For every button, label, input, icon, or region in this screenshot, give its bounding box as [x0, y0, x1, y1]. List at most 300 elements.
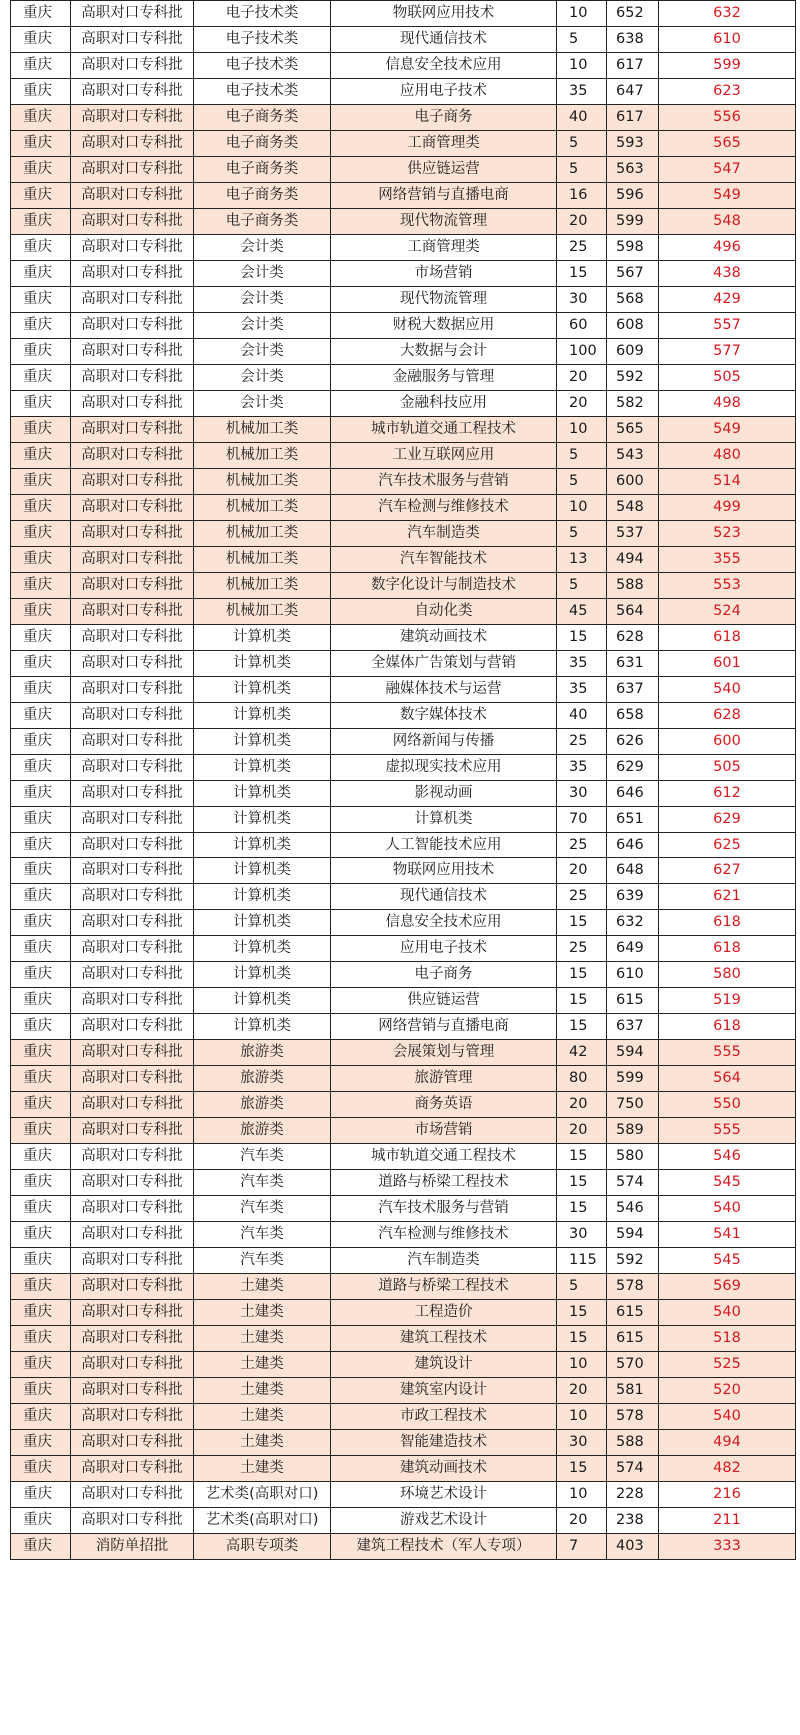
min-score-cell: 548 — [659, 208, 796, 234]
region-cell: 重庆 — [11, 1014, 71, 1040]
table-row — [11, 1534, 796, 1560]
max-score-cell: 582 — [607, 390, 659, 416]
min-score-cell: 494 — [659, 1430, 796, 1456]
quota-cell: 40 — [557, 104, 607, 130]
quota-cell: 10 — [557, 52, 607, 78]
batch-cell: 高职对口专科批 — [71, 260, 194, 286]
quota-cell: 30 — [557, 1222, 607, 1248]
region-cell: 重庆 — [11, 754, 71, 780]
table-row — [11, 1404, 796, 1430]
max-score-cell: 565 — [607, 416, 659, 442]
region-cell: 重庆 — [11, 1482, 71, 1508]
batch-cell: 高职对口专科批 — [71, 546, 194, 572]
region-cell: 重庆 — [11, 598, 71, 624]
quota-cell: 70 — [557, 806, 607, 832]
quota-cell: 35 — [557, 78, 607, 104]
min-score-cell: 629 — [659, 806, 796, 832]
quota-cell: 5 — [557, 156, 607, 182]
major-cell: 现代通信技术 — [331, 884, 557, 910]
category-cell: 土建类 — [194, 1404, 331, 1430]
batch-cell: 高职对口专科批 — [71, 1274, 194, 1300]
major-cell: 建筑工程技术 — [331, 1326, 557, 1352]
major-cell: 电子商务 — [331, 104, 557, 130]
region-cell: 重庆 — [11, 650, 71, 676]
major-cell: 网络新闻与传播 — [331, 728, 557, 754]
batch-cell: 高职对口专科批 — [71, 1, 194, 27]
region-cell: 重庆 — [11, 624, 71, 650]
table-row — [11, 234, 796, 260]
batch-cell: 高职对口专科批 — [71, 598, 194, 624]
max-score-cell: 652 — [607, 1, 659, 27]
batch-cell: 高职对口专科批 — [71, 494, 194, 520]
max-score-cell: 615 — [607, 988, 659, 1014]
batch-cell: 高职对口专科批 — [71, 806, 194, 832]
batch-cell: 高职对口专科批 — [71, 1118, 194, 1144]
min-score-cell: 557 — [659, 312, 796, 338]
batch-cell: 消防单招批 — [71, 1534, 194, 1560]
min-score-cell: 550 — [659, 1092, 796, 1118]
major-cell: 融媒体技术与运营 — [331, 676, 557, 702]
region-cell: 重庆 — [11, 1066, 71, 1092]
min-score-cell: 580 — [659, 962, 796, 988]
region-cell: 重庆 — [11, 182, 71, 208]
min-score-cell: 540 — [659, 1300, 796, 1326]
min-score-cell: 618 — [659, 936, 796, 962]
region-cell: 重庆 — [11, 1274, 71, 1300]
major-cell: 道路与桥梁工程技术 — [331, 1274, 557, 1300]
max-score-cell: 574 — [607, 1456, 659, 1482]
max-score-cell: 610 — [607, 962, 659, 988]
batch-cell: 高职对口专科批 — [71, 962, 194, 988]
table-row — [11, 52, 796, 78]
table-row — [11, 442, 796, 468]
min-score-cell: 518 — [659, 1326, 796, 1352]
table-row — [11, 494, 796, 520]
region-cell: 重庆 — [11, 286, 71, 312]
min-score-cell: 541 — [659, 1222, 796, 1248]
max-score-cell: 647 — [607, 78, 659, 104]
max-score-cell: 646 — [607, 780, 659, 806]
batch-cell: 高职对口专科批 — [71, 1066, 194, 1092]
max-score-cell: 600 — [607, 468, 659, 494]
table-row — [11, 1144, 796, 1170]
category-cell: 计算机类 — [194, 832, 331, 858]
major-cell: 现代通信技术 — [331, 26, 557, 52]
min-score-cell: 496 — [659, 234, 796, 260]
category-cell: 土建类 — [194, 1352, 331, 1378]
min-score-cell: 549 — [659, 416, 796, 442]
region-cell: 重庆 — [11, 858, 71, 884]
major-cell: 汽车检测与维修技术 — [331, 494, 557, 520]
region-cell: 重庆 — [11, 234, 71, 260]
major-cell: 会展策划与管理 — [331, 1040, 557, 1066]
table-row — [11, 520, 796, 546]
max-score-cell: 563 — [607, 156, 659, 182]
min-score-cell: 429 — [659, 286, 796, 312]
max-score-cell: 639 — [607, 884, 659, 910]
max-score-cell: 608 — [607, 312, 659, 338]
batch-cell: 高职对口专科批 — [71, 858, 194, 884]
batch-cell: 高职对口专科批 — [71, 104, 194, 130]
batch-cell: 高职对口专科批 — [71, 312, 194, 338]
batch-cell: 高职对口专科批 — [71, 416, 194, 442]
quota-cell: 20 — [557, 1118, 607, 1144]
min-score-cell: 577 — [659, 338, 796, 364]
max-score-cell: 609 — [607, 338, 659, 364]
max-score-cell: 593 — [607, 130, 659, 156]
category-cell: 机械加工类 — [194, 546, 331, 572]
batch-cell: 高职对口专科批 — [71, 910, 194, 936]
quota-cell: 10 — [557, 1352, 607, 1378]
category-cell: 土建类 — [194, 1274, 331, 1300]
region-cell: 重庆 — [11, 1326, 71, 1352]
table-row — [11, 1508, 796, 1534]
max-score-cell: 578 — [607, 1274, 659, 1300]
major-cell: 虚拟现实技术应用 — [331, 754, 557, 780]
category-cell: 电子商务类 — [194, 182, 331, 208]
major-cell: 信息安全技术应用 — [331, 910, 557, 936]
min-score-cell: 499 — [659, 494, 796, 520]
category-cell: 会计类 — [194, 234, 331, 260]
category-cell: 机械加工类 — [194, 598, 331, 624]
major-cell: 道路与桥梁工程技术 — [331, 1170, 557, 1196]
category-cell: 计算机类 — [194, 962, 331, 988]
max-score-cell: 594 — [607, 1040, 659, 1066]
major-cell: 汽车技术服务与营销 — [331, 1196, 557, 1222]
max-score-cell: 646 — [607, 832, 659, 858]
quota-cell: 10 — [557, 1, 607, 27]
batch-cell: 高职对口专科批 — [71, 1014, 194, 1040]
quota-cell: 25 — [557, 884, 607, 910]
category-cell: 计算机类 — [194, 1014, 331, 1040]
max-score-cell: 638 — [607, 26, 659, 52]
category-cell: 汽车类 — [194, 1144, 331, 1170]
category-cell: 土建类 — [194, 1300, 331, 1326]
quota-cell: 45 — [557, 598, 607, 624]
quota-cell: 20 — [557, 390, 607, 416]
category-cell: 土建类 — [194, 1326, 331, 1352]
category-cell: 会计类 — [194, 260, 331, 286]
region-cell: 重庆 — [11, 364, 71, 390]
quota-cell: 15 — [557, 1326, 607, 1352]
quota-cell: 20 — [557, 858, 607, 884]
table-row — [11, 962, 796, 988]
region-cell: 重庆 — [11, 1300, 71, 1326]
quota-cell: 30 — [557, 286, 607, 312]
quota-cell: 5 — [557, 572, 607, 598]
min-score-cell: 546 — [659, 1144, 796, 1170]
table-row — [11, 624, 796, 650]
region-cell: 重庆 — [11, 1144, 71, 1170]
table-row — [11, 884, 796, 910]
max-score-cell: 403 — [607, 1534, 659, 1560]
major-cell: 旅游管理 — [331, 1066, 557, 1092]
quota-cell: 20 — [557, 1508, 607, 1534]
major-cell: 现代物流管理 — [331, 286, 557, 312]
region-cell: 重庆 — [11, 962, 71, 988]
major-cell: 物联网应用技术 — [331, 1, 557, 27]
max-score-cell: 588 — [607, 572, 659, 598]
batch-cell: 高职对口专科批 — [71, 936, 194, 962]
min-score-cell: 540 — [659, 676, 796, 702]
quota-cell: 25 — [557, 936, 607, 962]
admission-score-table — [10, 0, 796, 1560]
region-cell: 重庆 — [11, 208, 71, 234]
min-score-cell: 601 — [659, 650, 796, 676]
table-row — [11, 130, 796, 156]
major-cell: 汽车制造类 — [331, 1248, 557, 1274]
table-row — [11, 156, 796, 182]
max-score-cell: 588 — [607, 1430, 659, 1456]
region-cell: 重庆 — [11, 1248, 71, 1274]
quota-cell: 40 — [557, 702, 607, 728]
table-row — [11, 390, 796, 416]
max-score-cell: 632 — [607, 910, 659, 936]
max-score-cell: 546 — [607, 1196, 659, 1222]
batch-cell: 高职对口专科批 — [71, 468, 194, 494]
max-score-cell: 617 — [607, 52, 659, 78]
major-cell: 建筑动画技术 — [331, 1456, 557, 1482]
category-cell: 汽车类 — [194, 1248, 331, 1274]
major-cell: 供应链运营 — [331, 988, 557, 1014]
batch-cell: 高职对口专科批 — [71, 208, 194, 234]
min-score-cell: 505 — [659, 364, 796, 390]
batch-cell: 高职对口专科批 — [71, 624, 194, 650]
region-cell: 重庆 — [11, 1118, 71, 1144]
major-cell: 工商管理类 — [331, 130, 557, 156]
batch-cell: 高职对口专科批 — [71, 1378, 194, 1404]
min-score-cell: 525 — [659, 1352, 796, 1378]
quota-cell: 15 — [557, 1456, 607, 1482]
region-cell: 重庆 — [11, 1170, 71, 1196]
quota-cell: 5 — [557, 1274, 607, 1300]
batch-cell: 高职对口专科批 — [71, 650, 194, 676]
major-cell: 汽车制造类 — [331, 520, 557, 546]
min-score-cell: 514 — [659, 468, 796, 494]
table-row — [11, 1326, 796, 1352]
major-cell: 汽车检测与维修技术 — [331, 1222, 557, 1248]
quota-cell: 35 — [557, 754, 607, 780]
category-cell: 汽车类 — [194, 1170, 331, 1196]
table-row — [11, 676, 796, 702]
table-row — [11, 832, 796, 858]
quota-cell: 15 — [557, 1014, 607, 1040]
region-cell: 重庆 — [11, 832, 71, 858]
quota-cell: 16 — [557, 182, 607, 208]
major-cell: 数字媒体技术 — [331, 702, 557, 728]
category-cell: 电子商务类 — [194, 130, 331, 156]
quota-cell: 42 — [557, 1040, 607, 1066]
major-cell: 网络营销与直播电商 — [331, 1014, 557, 1040]
category-cell: 土建类 — [194, 1456, 331, 1482]
quota-cell: 10 — [557, 1404, 607, 1430]
major-cell: 环境艺术设计 — [331, 1482, 557, 1508]
batch-cell: 高职对口专科批 — [71, 1040, 194, 1066]
category-cell: 会计类 — [194, 364, 331, 390]
quota-cell: 7 — [557, 1534, 607, 1560]
major-cell: 建筑室内设计 — [331, 1378, 557, 1404]
batch-cell: 高职对口专科批 — [71, 26, 194, 52]
table-row — [11, 78, 796, 104]
max-score-cell: 564 — [607, 598, 659, 624]
batch-cell: 高职对口专科批 — [71, 676, 194, 702]
table-row — [11, 364, 796, 390]
category-cell: 高职专项类 — [194, 1534, 331, 1560]
min-score-cell: 623 — [659, 78, 796, 104]
min-score-cell: 569 — [659, 1274, 796, 1300]
min-score-cell: 540 — [659, 1196, 796, 1222]
max-score-cell: 599 — [607, 208, 659, 234]
batch-cell: 高职对口专科批 — [71, 1092, 194, 1118]
min-score-cell: 555 — [659, 1040, 796, 1066]
region-cell: 重庆 — [11, 728, 71, 754]
table-row — [11, 1378, 796, 1404]
category-cell: 计算机类 — [194, 728, 331, 754]
major-cell: 商务英语 — [331, 1092, 557, 1118]
quota-cell: 25 — [557, 728, 607, 754]
table-row — [11, 546, 796, 572]
major-cell: 建筑设计 — [331, 1352, 557, 1378]
category-cell: 机械加工类 — [194, 520, 331, 546]
max-score-cell: 228 — [607, 1482, 659, 1508]
region-cell: 重庆 — [11, 546, 71, 572]
major-cell: 现代物流管理 — [331, 208, 557, 234]
quota-cell: 15 — [557, 1196, 607, 1222]
category-cell: 会计类 — [194, 338, 331, 364]
major-cell: 城市轨道交通工程技术 — [331, 416, 557, 442]
quota-cell: 15 — [557, 962, 607, 988]
quota-cell: 15 — [557, 910, 607, 936]
table-row — [11, 1456, 796, 1482]
region-cell: 重庆 — [11, 1456, 71, 1482]
category-cell: 旅游类 — [194, 1118, 331, 1144]
major-cell: 市场营销 — [331, 260, 557, 286]
major-cell: 财税大数据应用 — [331, 312, 557, 338]
category-cell: 土建类 — [194, 1430, 331, 1456]
min-score-cell: 519 — [659, 988, 796, 1014]
table-row — [11, 1196, 796, 1222]
min-score-cell: 627 — [659, 858, 796, 884]
max-score-cell: 580 — [607, 1144, 659, 1170]
major-cell: 数字化设计与制造技术 — [331, 572, 557, 598]
quota-cell: 30 — [557, 780, 607, 806]
batch-cell: 高职对口专科批 — [71, 234, 194, 260]
quota-cell: 5 — [557, 130, 607, 156]
batch-cell: 高职对口专科批 — [71, 754, 194, 780]
category-cell: 计算机类 — [194, 884, 331, 910]
min-score-cell: 355 — [659, 546, 796, 572]
table-row — [11, 416, 796, 442]
max-score-cell: 648 — [607, 858, 659, 884]
region-cell: 重庆 — [11, 130, 71, 156]
category-cell: 旅游类 — [194, 1066, 331, 1092]
min-score-cell: 333 — [659, 1534, 796, 1560]
region-cell: 重庆 — [11, 1, 71, 27]
major-cell: 工程造价 — [331, 1300, 557, 1326]
batch-cell: 高职对口专科批 — [71, 702, 194, 728]
category-cell: 机械加工类 — [194, 416, 331, 442]
table-row — [11, 572, 796, 598]
min-score-cell: 612 — [659, 780, 796, 806]
min-score-cell: 553 — [659, 572, 796, 598]
max-score-cell: 592 — [607, 364, 659, 390]
min-score-cell: 438 — [659, 260, 796, 286]
batch-cell: 高职对口专科批 — [71, 520, 194, 546]
max-score-cell: 578 — [607, 1404, 659, 1430]
region-cell: 重庆 — [11, 390, 71, 416]
region-cell: 重庆 — [11, 52, 71, 78]
batch-cell: 高职对口专科批 — [71, 182, 194, 208]
min-score-cell: 628 — [659, 702, 796, 728]
major-cell: 市政工程技术 — [331, 1404, 557, 1430]
batch-cell: 高职对口专科批 — [71, 52, 194, 78]
batch-cell: 高职对口专科批 — [71, 78, 194, 104]
max-score-cell: 594 — [607, 1222, 659, 1248]
table-row — [11, 1248, 796, 1274]
quota-cell: 5 — [557, 26, 607, 52]
min-score-cell: 545 — [659, 1170, 796, 1196]
quota-cell: 20 — [557, 1378, 607, 1404]
category-cell: 计算机类 — [194, 676, 331, 702]
max-score-cell: 581 — [607, 1378, 659, 1404]
batch-cell: 高职对口专科批 — [71, 780, 194, 806]
min-score-cell: 523 — [659, 520, 796, 546]
max-score-cell: 592 — [607, 1248, 659, 1274]
min-score-cell: 565 — [659, 130, 796, 156]
major-cell: 应用电子技术 — [331, 936, 557, 962]
region-cell: 重庆 — [11, 338, 71, 364]
major-cell: 市场营销 — [331, 1118, 557, 1144]
table-row — [11, 728, 796, 754]
batch-cell: 高职对口专科批 — [71, 130, 194, 156]
table-row — [11, 1092, 796, 1118]
min-score-cell: 498 — [659, 390, 796, 416]
major-cell: 汽车智能技术 — [331, 546, 557, 572]
batch-cell: 高职对口专科批 — [71, 1144, 194, 1170]
category-cell: 机械加工类 — [194, 442, 331, 468]
min-score-cell: 618 — [659, 624, 796, 650]
category-cell: 计算机类 — [194, 858, 331, 884]
batch-cell: 高职对口专科批 — [71, 572, 194, 598]
batch-cell: 高职对口专科批 — [71, 1482, 194, 1508]
quota-cell: 80 — [557, 1066, 607, 1092]
table-row — [11, 988, 796, 1014]
batch-cell: 高职对口专科批 — [71, 832, 194, 858]
min-score-cell: 556 — [659, 104, 796, 130]
category-cell: 会计类 — [194, 286, 331, 312]
category-cell: 电子商务类 — [194, 208, 331, 234]
region-cell: 重庆 — [11, 1092, 71, 1118]
table-row — [11, 1430, 796, 1456]
min-score-cell: 555 — [659, 1118, 796, 1144]
major-cell: 金融服务与管理 — [331, 364, 557, 390]
major-cell: 自动化类 — [331, 598, 557, 624]
max-score-cell: 637 — [607, 1014, 659, 1040]
quota-cell: 15 — [557, 624, 607, 650]
region-cell: 重庆 — [11, 260, 71, 286]
region-cell: 重庆 — [11, 806, 71, 832]
quota-cell: 15 — [557, 1300, 607, 1326]
quota-cell: 15 — [557, 1144, 607, 1170]
min-score-cell: 625 — [659, 832, 796, 858]
table-row — [11, 468, 796, 494]
category-cell: 电子技术类 — [194, 1, 331, 27]
region-cell: 重庆 — [11, 78, 71, 104]
table-row — [11, 598, 796, 624]
table-row — [11, 1014, 796, 1040]
region-cell: 重庆 — [11, 520, 71, 546]
region-cell: 重庆 — [11, 1430, 71, 1456]
